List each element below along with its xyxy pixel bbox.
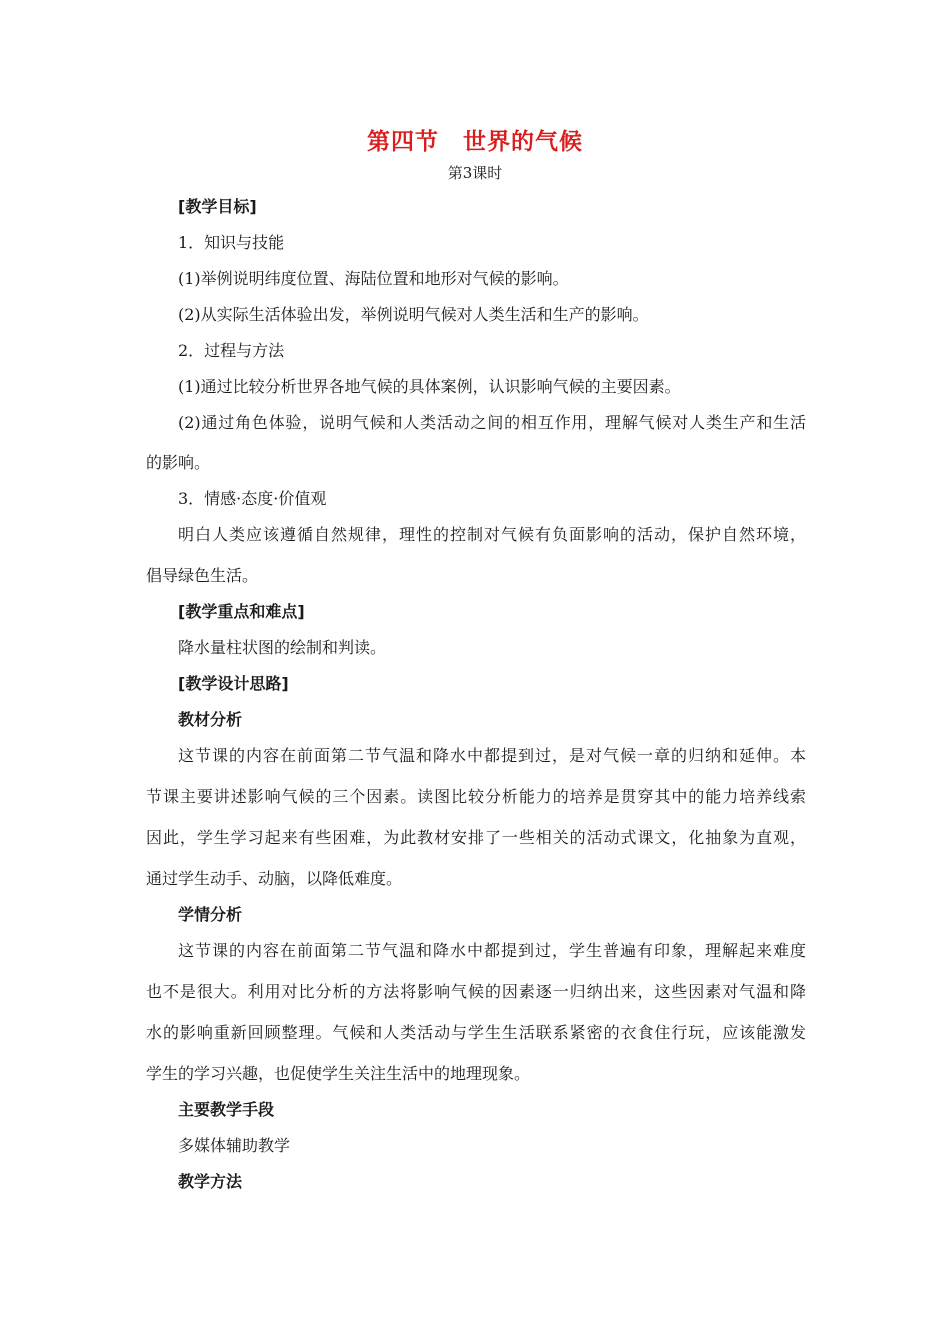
textbook-analysis-heading: 教材分析 (178, 710, 243, 729)
design-heading: [教学设计思路] (178, 674, 289, 693)
textbook-analysis-line: 节课主要讲述影响气候的三个因素。读图比较分析能力的培养是贯穿其中的能力培养线索 (146, 787, 806, 806)
teaching-means-heading: 主要教学手段 (178, 1100, 275, 1119)
student-analysis-line: 水的影响重新回顾整理。气候和人类活动与学生生活联系紧密的衣食住行玩，应该能激发 (146, 1023, 806, 1042)
knowledge-skills-heading: 1．知识与技能 (178, 233, 285, 252)
teaching-means-text: 多媒体辅助教学 (178, 1136, 291, 1155)
attitude-text-line-1: 明白人类应该遵循自然规律，理性的控制对气候有负面影响的活动，保护自然环境， (178, 525, 806, 544)
page-title: 第四节 世界的气候 (367, 129, 583, 155)
lesson-number: 第3课时 (447, 164, 503, 182)
key-points-text: 降水量柱状图的绘制和判读。 (178, 638, 387, 657)
student-analysis-line: 这节课的内容在前面第二节气温和降水中都提到过，学生普遍有印象，理解起来难度 (178, 941, 806, 960)
textbook-analysis-line: 这节课的内容在前面第二节气温和降水中都提到过，是对气候一章的归纳和延伸。本 (178, 746, 806, 765)
textbook-analysis-line: 因此，学生学习起来有些困难，为此教材安排了一些相关的活动式课文，化抽象为直观， (146, 828, 806, 847)
process-item-2-line-1: (2)通过角色体验，说明气候和人类活动之间的相互作用，理解气候对人类生产和生活 (178, 413, 806, 432)
teaching-methods-heading: 教学方法 (178, 1172, 243, 1191)
key-points-heading: [教学重点和难点] (178, 602, 305, 621)
attitude-text-line-2: 倡导绿色生活。 (146, 566, 259, 585)
knowledge-item-1: (1)举例说明纬度位置、海陆位置和地形对气候的影响。 (178, 269, 569, 288)
process-item-2-line-2: 的影响。 (146, 453, 211, 472)
objectives-heading: [教学目标] (178, 197, 257, 216)
attitude-values-heading: 3．情感·态度·价值观 (178, 489, 327, 508)
student-analysis-line: 也不是很大。利用对比分析的方法将影响气候的因素逐一归纳出来，这些因素对气温和降 (146, 982, 806, 1001)
student-analysis-heading: 学情分析 (178, 905, 243, 924)
process-item-1: (1)通过比较分析世界各地气候的具体案例，认识影响气候的主要因素。 (178, 377, 681, 396)
textbook-analysis-line: 通过学生动手、动脑，以降低难度。 (146, 869, 403, 888)
process-methods-heading: 2．过程与方法 (178, 341, 285, 360)
knowledge-item-2: (2)从实际生活体验出发，举例说明气候对人类生活和生产的影响。 (178, 305, 649, 324)
student-analysis-line: 学生的学习兴趣，也促使学生关注生活中的地理现象。 (146, 1064, 531, 1083)
